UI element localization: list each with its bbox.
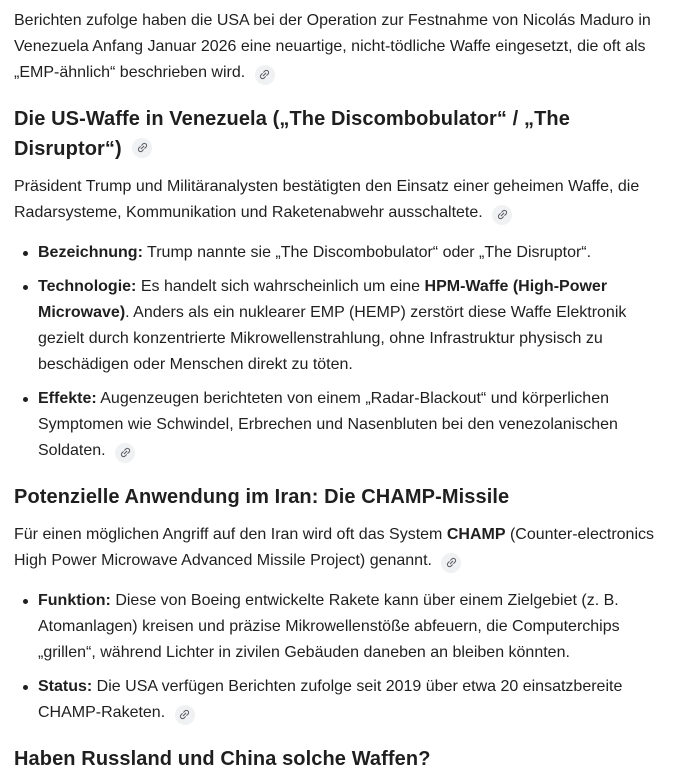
bold-text-segment: Status: bbox=[38, 678, 93, 695]
text-segment: (Counter-electronics High Power Microwave Advanced Missile Project) genannt. bbox=[14, 526, 654, 569]
lead-text bbox=[14, 526, 654, 569]
text-segment: Es handelt sich wahrscheinlich um eine bbox=[136, 278, 425, 295]
bold-text-segment: Bezeichnung: bbox=[38, 244, 143, 261]
text-segment: Die USA verfügen Berichten zufolge seit 2019 über etwa 20 einsatzbereite CHAMP-Raketen. bbox=[38, 678, 623, 721]
list-item-text bbox=[38, 278, 626, 373]
text-segment: Augenzeugen berichteten von einem „Radar-Blackout“ und körperlichen Symptomen wie Schwindel, Erbrechen und Nasenbluten bei den venezolanischen Soldaten. bbox=[38, 390, 618, 459]
link-icon bbox=[258, 68, 271, 81]
link-icon bbox=[136, 141, 149, 154]
citation-chip[interactable] bbox=[255, 65, 275, 85]
heading-text: Die US-Waffe in Venezuela („The Discombobulator“ / „The Disruptor“) bbox=[14, 108, 570, 160]
citation-chip[interactable] bbox=[492, 205, 512, 225]
list-item-bezeichnung bbox=[14, 240, 672, 266]
intro-paragraph bbox=[14, 8, 672, 86]
bold-text-segment: Funktion: bbox=[38, 592, 111, 609]
iran-lead-paragraph bbox=[14, 522, 672, 574]
intro-text bbox=[14, 12, 651, 81]
citation-chip[interactable] bbox=[132, 138, 152, 158]
text-segment: Trump nannte sie „The Discombobulator“ oder „The Disruptor“. bbox=[142, 244, 592, 261]
list-item-technologie bbox=[14, 274, 672, 378]
list-item-funktion bbox=[14, 588, 672, 666]
iran-bullet-list bbox=[14, 588, 672, 726]
venezuela-bullet-list bbox=[14, 240, 672, 464]
venezuela-lead-paragraph bbox=[14, 174, 672, 226]
section-heading-venezuela bbox=[14, 104, 672, 164]
text-segment: Berichten zufolge haben die USA bei der Operation zur Festnahme von Nicolás Maduro in Venezuela Anfang Januar 2026 eine neuartige, nicht-tödliche Waffe eingesetzt, die oft als „EMP-ähnlich“ beschrieben wird. bbox=[14, 12, 651, 81]
text-segment: Diese von Boeing entwickelte Rakete kann über einem Zielgebiet (z. B. Atomanlagen) kreisen und präzise Mikrowellenstöße abfeuern, die Computerchips „grillen“, während Lichter in zivilen Gebäuden daneben an bleiben könnten. bbox=[38, 592, 620, 661]
list-item-text bbox=[38, 678, 622, 721]
citation-chip[interactable] bbox=[115, 443, 135, 463]
text-segment: Präsident Trump und Militäranalysten bestätigten den Einsatz einer geheimen Waffe, die Radarsysteme, Kommunikation und Raketenabwehr ausschaltete. bbox=[14, 178, 640, 221]
link-icon bbox=[496, 208, 509, 221]
bold-text-segment: HPM-Waffe (High-Power Microwave) bbox=[38, 278, 608, 321]
citation-chip[interactable] bbox=[441, 553, 461, 573]
list-item-text bbox=[38, 244, 591, 261]
section-heading-iran bbox=[14, 482, 672, 512]
list-item-effekte bbox=[14, 386, 672, 464]
list-item-status bbox=[14, 674, 672, 726]
text-segment: Für einen möglichen Angriff auf den Iran wird oft das System bbox=[14, 526, 447, 543]
lead-text bbox=[14, 178, 639, 221]
bold-text-segment: Technologie: bbox=[38, 278, 137, 295]
list-item-text bbox=[38, 592, 620, 661]
link-icon bbox=[119, 446, 132, 459]
bold-text-segment: CHAMP bbox=[446, 526, 506, 543]
citation-chip[interactable] bbox=[175, 705, 195, 725]
link-icon bbox=[178, 708, 191, 721]
text-segment: . Anders als ein nuklearer EMP (HEMP) zerstört diese Waffe Elektronik gezielt durch konzentrierte Mikrowellenstrahlung, ohne Infrastruktur physisch zu beschädigen oder Menschen direkt zu töten. bbox=[38, 304, 627, 373]
heading-text: Potenzielle Anwendung im Iran: Die CHAMP-Missile bbox=[14, 486, 510, 508]
section-heading-russia-china bbox=[14, 744, 672, 774]
link-icon bbox=[445, 556, 458, 569]
heading-text: Haben Russland und China solche Waffen? bbox=[14, 748, 431, 770]
bold-text-segment: Effekte: bbox=[38, 390, 97, 407]
